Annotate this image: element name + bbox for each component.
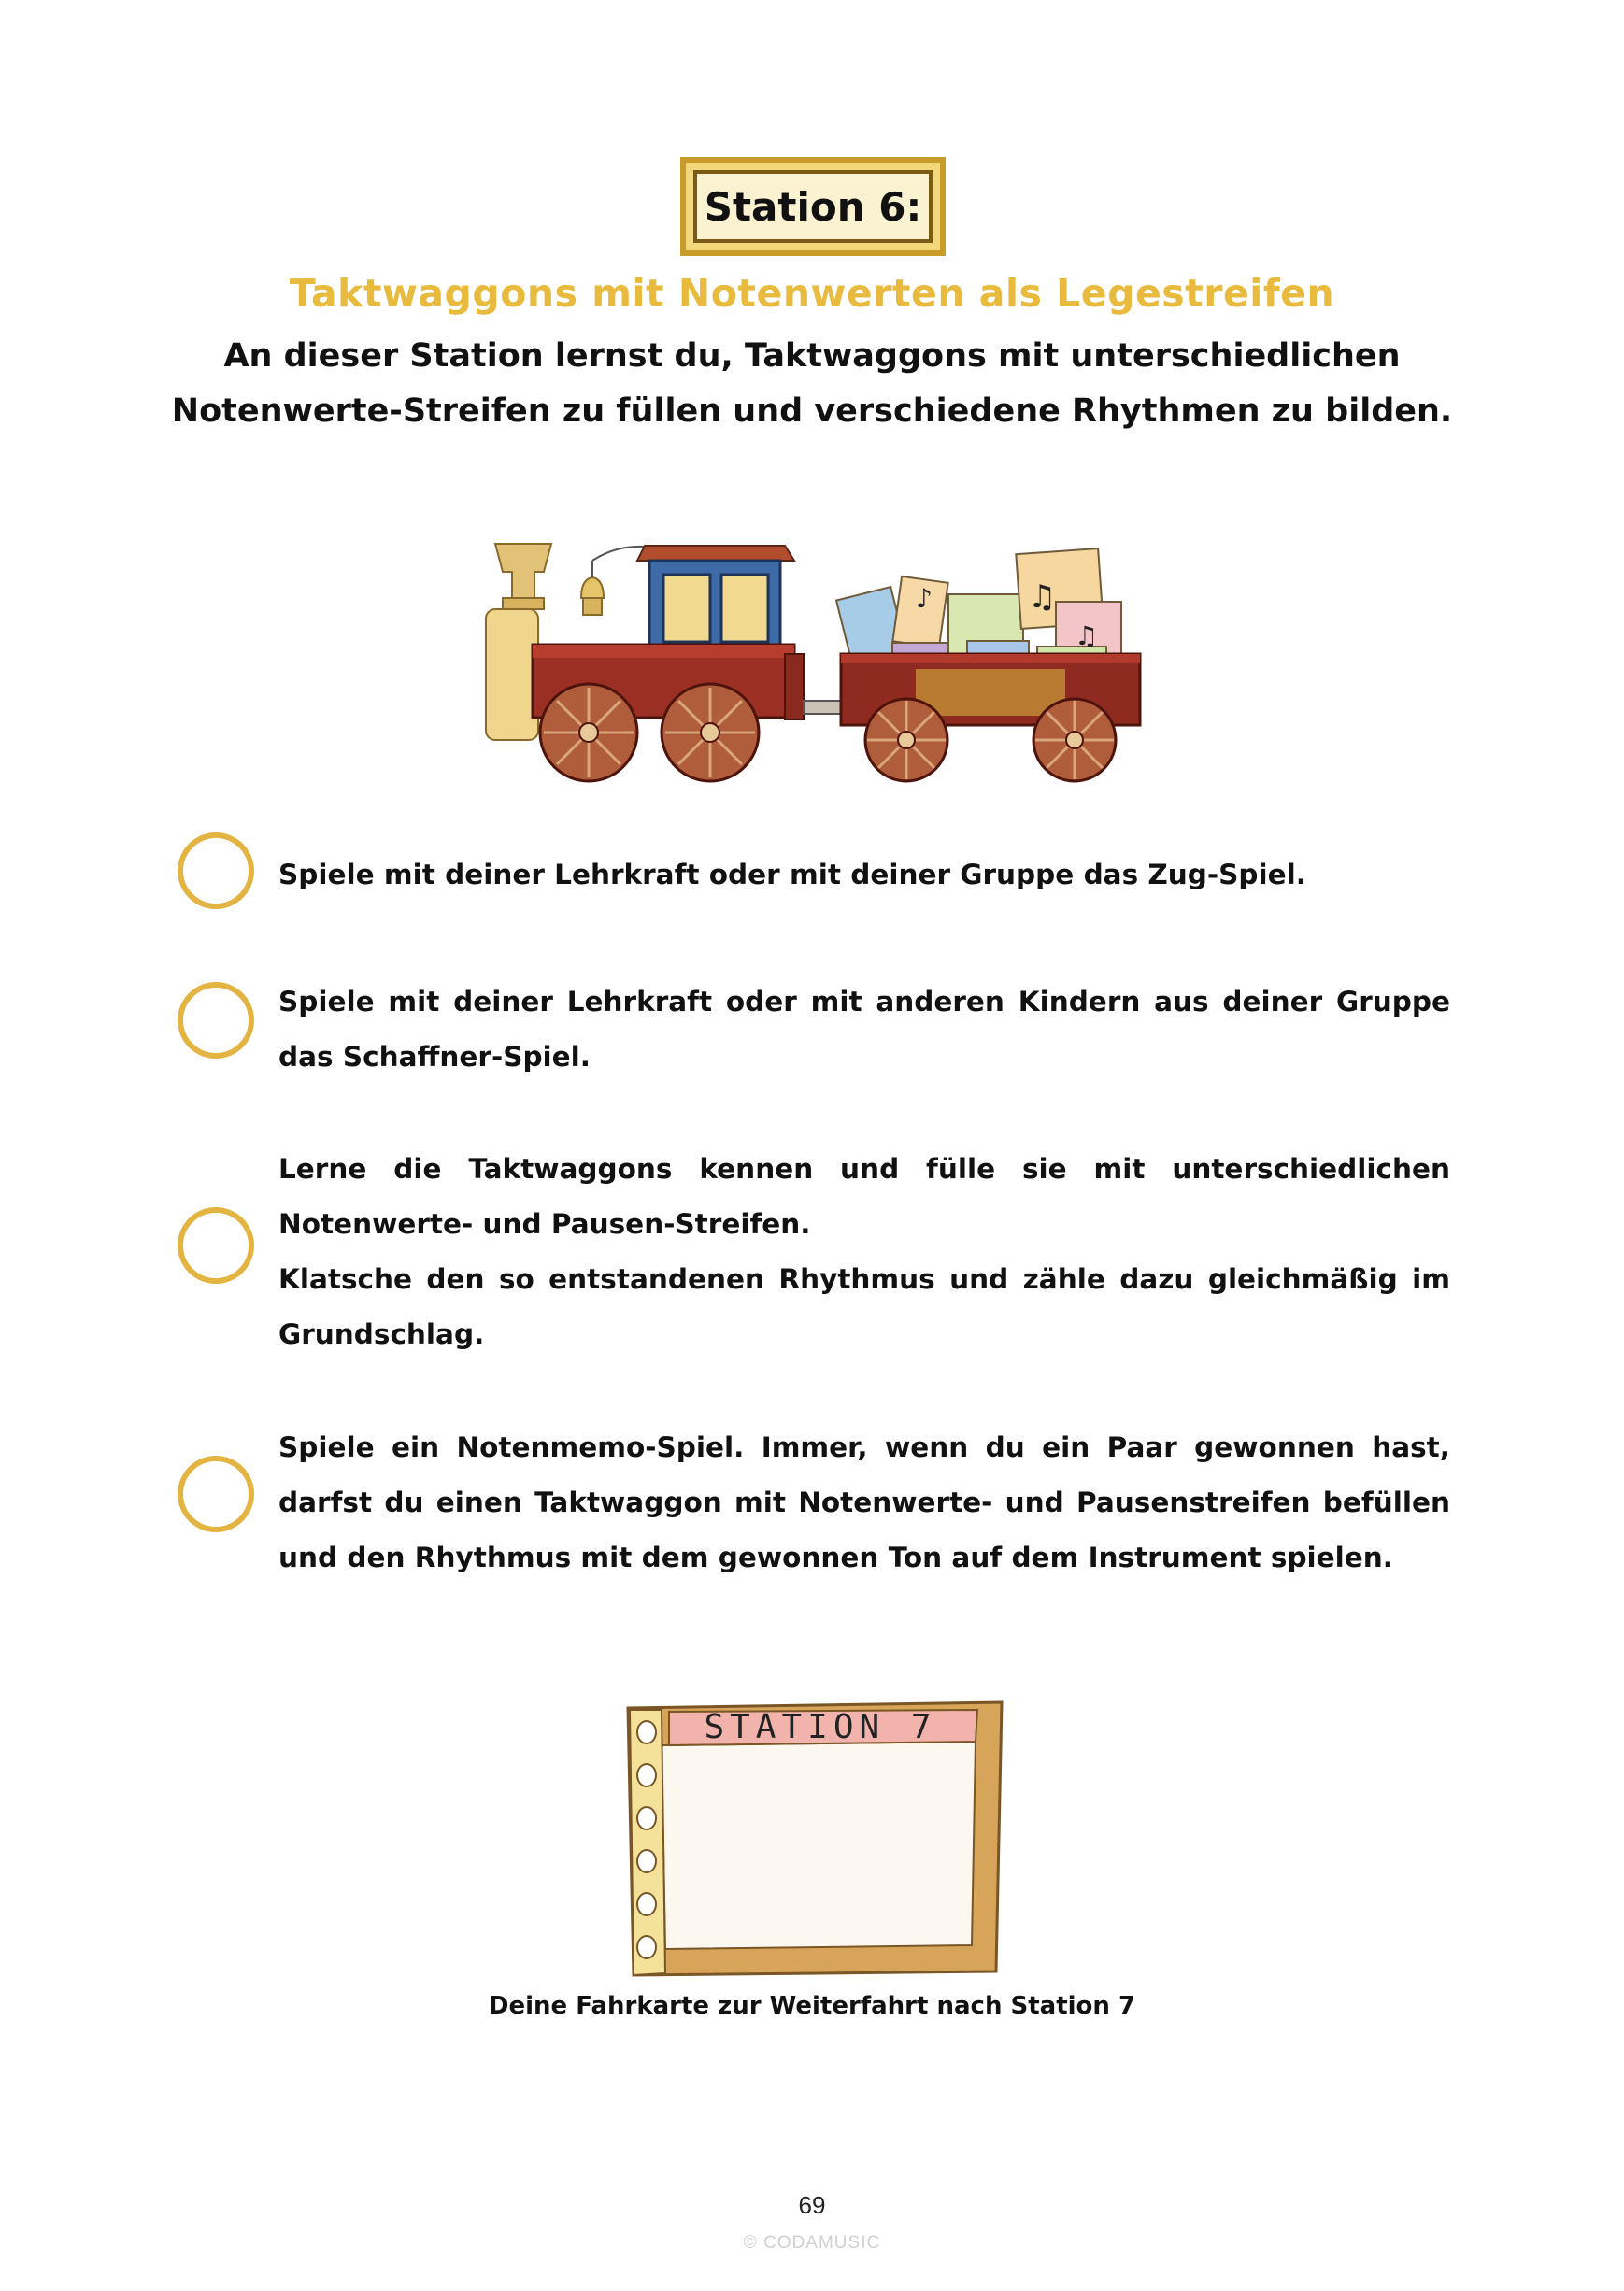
task-4-text	[278, 1420, 1450, 1586]
page-number: 69	[798, 2191, 826, 2219]
task-4-checkbox[interactable]	[178, 1456, 254, 1532]
intro-text	[150, 329, 1474, 439]
task-1-checkbox[interactable]	[178, 832, 254, 909]
task-2-text	[278, 975, 1450, 1085]
task-1-text	[278, 847, 1450, 903]
station-title: Station 6:	[693, 170, 933, 243]
task-3-checkbox[interactable]	[178, 1207, 254, 1284]
svg-text:♫: ♫	[1028, 578, 1057, 616]
station-ticket-illustration	[624, 1699, 1005, 1979]
task-4-line: Spiele ein Notenmemo-Spiel. Immer, wenn du ein Paar gewonnen hast, darfst du einen Taktwaggon mit Notenwerte- und Pausenstreifen befüllen und den Rhythmus mit dem gewonnen Ton auf dem Instrument spielen.	[278, 1431, 1450, 1573]
copyright-notice: © CODAMUSIC	[743, 2233, 881, 2253]
task-2-checkbox[interactable]	[178, 982, 254, 1059]
train-with-note-cards-illustration	[477, 533, 1149, 794]
page-subtitle: Taktwaggons mit Notenwerten als Legestreifen	[289, 271, 1335, 316]
task-1-line: Spiele mit deiner Lehrkraft oder mit deiner Gruppe das Zug-Spiel.	[278, 859, 1306, 890]
svg-text:♫: ♫	[1075, 620, 1099, 651]
task-3-line-b: Klatsche den so entstandenen Rhythmus und zähle dazu gleichmäßig im Grundschlag.	[278, 1263, 1450, 1350]
task-3-text	[278, 1142, 1450, 1362]
intro-line-1: An dieser Station lernst du, Taktwaggons mit unterschiedlichen	[223, 337, 1401, 375]
svg-text:♪: ♪	[916, 583, 933, 614]
ticket-caption: Deine Fahrkarte zur Weiterfahrt nach Station 7	[488, 1992, 1136, 2020]
task-3-line-a: Lerne die Taktwaggons kennen und fülle sie mit unterschiedlichen Notenwerte- und Pausen-Streifen.	[278, 1153, 1450, 1240]
station-badge	[680, 157, 946, 256]
task-2-line: Spiele mit deiner Lehrkraft oder mit anderen Kindern aus deiner Gruppe das Schaffner-Spiel.	[278, 986, 1450, 1073]
intro-line-2: Notenwerte-Streifen zu füllen und verschiedene Rhythmen zu bilden.	[171, 392, 1453, 430]
ticket-label: STATION 7	[704, 1708, 937, 1746]
